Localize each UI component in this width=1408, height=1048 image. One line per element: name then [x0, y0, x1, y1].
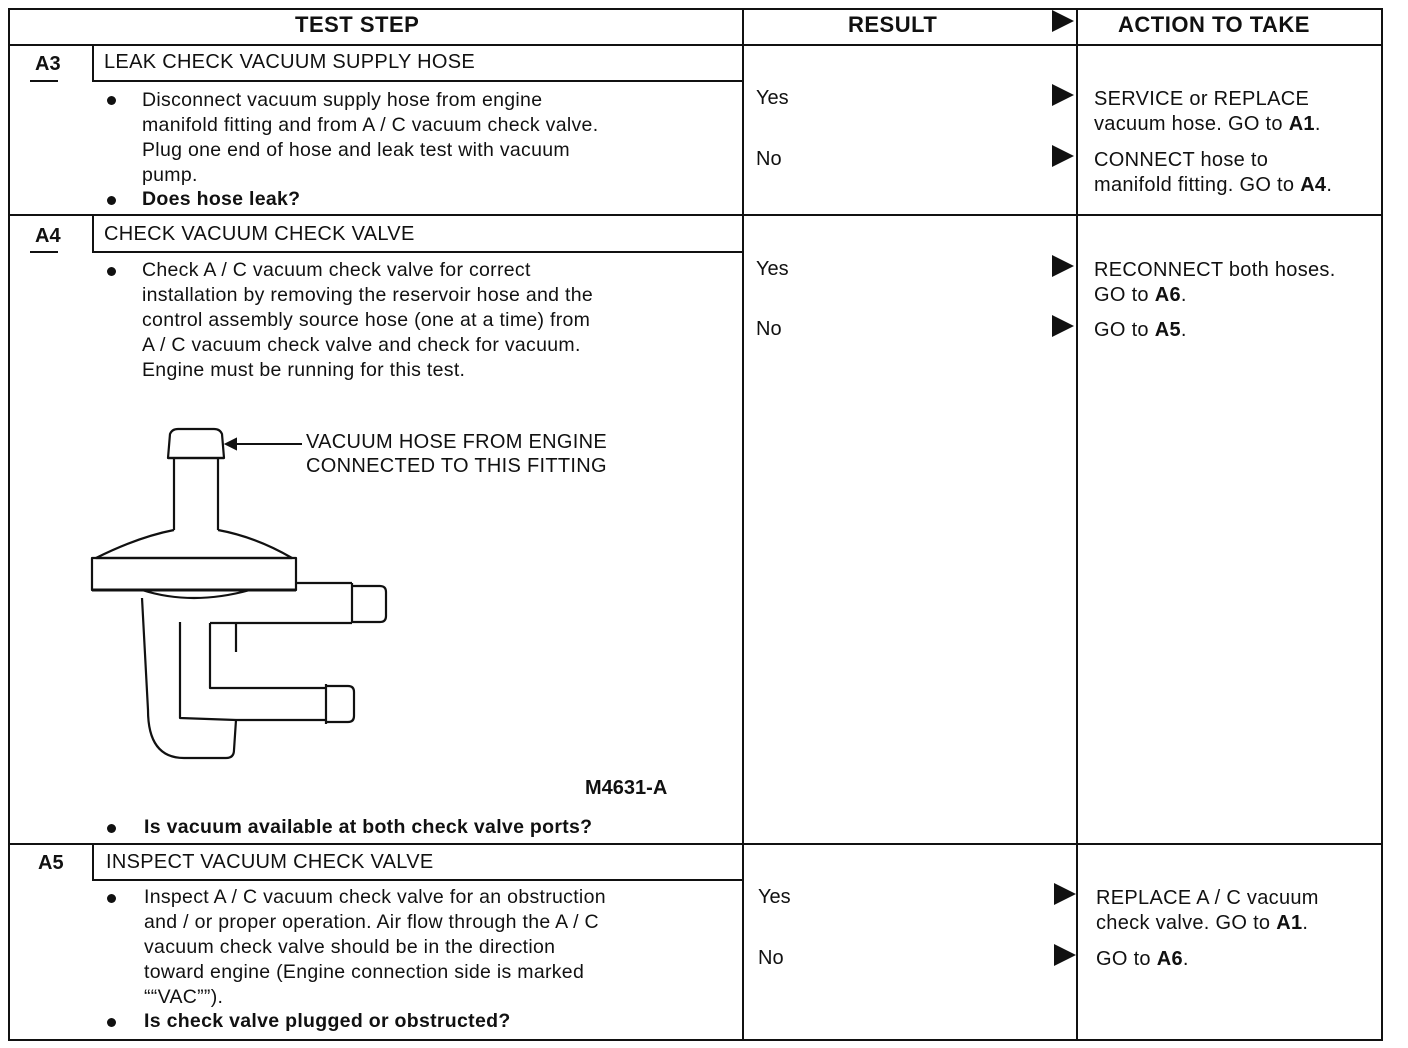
- step-title-divider: [92, 251, 742, 253]
- result-arrow-icon: [1052, 145, 1074, 167]
- result-label: Yes: [756, 87, 789, 109]
- step-number: A3: [35, 53, 61, 75]
- step-number-underline: [30, 80, 58, 82]
- action-text: SERVICE or REPLACE vacuum hose. GO to A1.: [1094, 88, 1321, 135]
- header-arrow-icon: [1052, 10, 1074, 32]
- step-number-underline: [30, 251, 58, 253]
- action-text: GO to A5.: [1094, 319, 1187, 341]
- result-label: Yes: [756, 258, 789, 280]
- header-test-step: TEST STEP: [295, 12, 420, 37]
- action-text: CONNECT hose to manifold fitting. GO to A4.: [1094, 149, 1333, 196]
- bullet-icon: [107, 894, 116, 903]
- bullet-icon: [107, 96, 116, 105]
- bullet-icon: [107, 267, 116, 276]
- step-question: Is check valve plugged or obstructed?: [144, 1010, 511, 1032]
- result-arrow-icon: [1054, 944, 1076, 966]
- step-title-divider: [92, 879, 742, 881]
- bullet-icon: [107, 196, 116, 205]
- result-arrow-icon: [1052, 315, 1074, 337]
- row-divider: [8, 843, 1383, 845]
- step-number-divider: [92, 44, 94, 81]
- step-title: INSPECT VACUUM CHECK VALVE: [106, 851, 434, 873]
- bullet-icon: [107, 1018, 116, 1027]
- step-number-divider: [92, 843, 94, 880]
- column-divider-result: [742, 8, 744, 1041]
- header-divider: [8, 44, 1383, 46]
- figure-id: M4631-A: [585, 777, 668, 799]
- step-number: A4: [35, 225, 61, 247]
- result-arrow-icon: [1052, 84, 1074, 106]
- header-result: RESULT: [848, 12, 938, 37]
- figure-callout: VACUUM HOSE FROM ENGINE CONNECTED TO THIS FITTING: [306, 431, 607, 477]
- column-divider-action: [1076, 8, 1078, 1041]
- result-label: Yes: [758, 886, 791, 908]
- action-text: GO to A6.: [1096, 948, 1189, 970]
- step-instruction: Check A / C vacuum check valve for correct installation by removing the reservoir hose and the control assembly source hose (one at a time) from A / C vacuum check valve and check for vacuum. Engine must be running for this test.: [142, 259, 594, 381]
- step-question: Is vacuum available at both check valve ports?: [144, 816, 593, 838]
- result-label: No: [756, 148, 782, 170]
- result-label: No: [758, 947, 784, 969]
- step-number-divider: [92, 214, 94, 252]
- step-instruction: Inspect A / C vacuum check valve for an obstruction and / or proper operation. Air flow through the A / C vacuum check valve should be in the direction toward engine (Engine connection side is marked ““VAC””).: [144, 886, 606, 1008]
- action-text: REPLACE A / C vacuum check valve. GO to A1.: [1096, 887, 1319, 934]
- step-instruction: Disconnect vacuum supply hose from engine manifold fitting and from A / C vacuum check valve. Plug one end of hose and leak test with vacuum pump.: [142, 89, 599, 186]
- step-title: LEAK CHECK VACUUM SUPPLY HOSE: [104, 51, 476, 73]
- step-title-divider: [92, 80, 742, 82]
- action-text: RECONNECT both hoses. GO to A6.: [1094, 259, 1336, 306]
- bullet-icon: [107, 824, 116, 833]
- row-divider: [8, 214, 1383, 216]
- header-action-to-take: ACTION TO TAKE: [1118, 12, 1310, 37]
- step-question: Does hose leak?: [142, 188, 301, 210]
- result-label: No: [756, 318, 782, 340]
- result-arrow-icon: [1052, 255, 1074, 277]
- step-number: A5: [38, 852, 64, 874]
- result-arrow-icon: [1054, 883, 1076, 905]
- step-title: CHECK VACUUM CHECK VALVE: [104, 223, 415, 245]
